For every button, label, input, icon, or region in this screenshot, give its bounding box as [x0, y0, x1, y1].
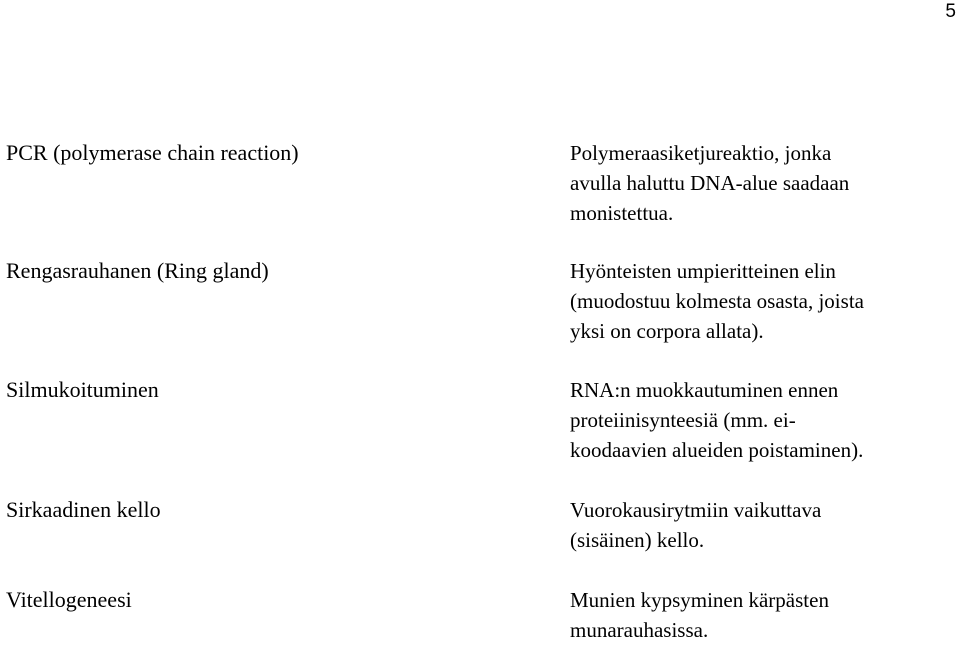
- glossary-term-ring-gland: Rengasrauhanen (Ring gland): [6, 258, 269, 283]
- glossary-definition-pcr: [570, 138, 955, 228]
- definition-line: munarauhasissa.: [570, 618, 709, 642]
- glossary-term-splicing: Silmukoituminen: [6, 377, 159, 402]
- definition-line: monistettua.: [570, 201, 674, 225]
- definition-line: RNA:n muokkautuminen ennen: [570, 378, 839, 402]
- definition-line: yksi on corpora allata).: [570, 319, 764, 343]
- glossary-definition-ring-gland: [570, 256, 955, 346]
- definition-line: (muodostuu kolmesta osasta, joista: [570, 289, 864, 313]
- glossary-term-circadian-clock: Sirkaadinen kello: [6, 497, 161, 522]
- glossary-term-pcr: PCR (polymerase chain reaction): [6, 140, 299, 165]
- definition-line: Hyönteisten umpieritteinen elin: [570, 259, 836, 283]
- glossary-definition-vitellogenesis: [570, 585, 955, 645]
- definition-line: Munien kypsyminen kärpästen: [570, 588, 829, 612]
- definition-line: koodaavien alueiden poistaminen).: [570, 438, 864, 462]
- definition-line: (sisäinen) kello.: [570, 528, 705, 552]
- definition-line: Vuorokausirytmiin vaikuttava: [570, 498, 822, 522]
- glossary-term-vitellogenesis: Vitellogeneesi: [6, 587, 132, 612]
- definition-line: proteiinisynteesiä (mm. ei-: [570, 408, 796, 432]
- glossary-definition-splicing: [570, 375, 955, 465]
- glossary-definition-circadian-clock: [570, 495, 955, 555]
- definition-line: Polymeraasiketjureaktio, jonka: [570, 141, 832, 165]
- page-number: 5: [945, 1, 956, 22]
- definition-line: avulla haluttu DNA-alue saadaan: [570, 171, 850, 195]
